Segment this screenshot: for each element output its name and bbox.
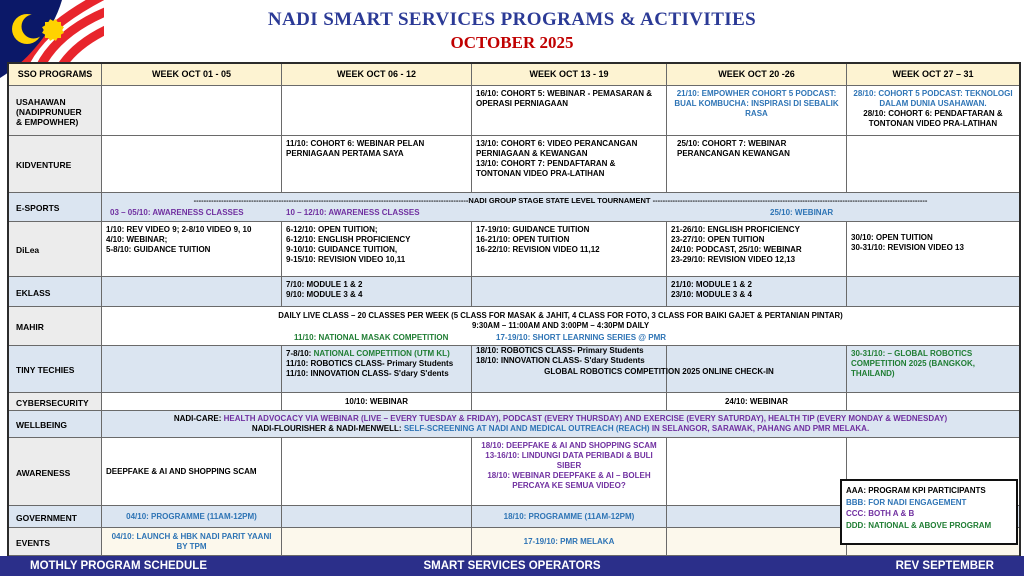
- table-row-esports: [9, 193, 1019, 222]
- schedule-entry: 23-29/10: REVISION VIDEO 12,13: [671, 255, 796, 264]
- schedule-entry: 24/10: WEBINAR: [724, 396, 789, 406]
- schedule-entry: 21/10: EMPOWHER COHORT 5 PODCAST: BUAL KOMBUCHA: INSPIRASI DI SEBALIK RASA: [674, 89, 839, 118]
- row-label-text: DiLea: [16, 245, 40, 256]
- table-row-eklass: [9, 277, 1019, 307]
- schedule-entry: 10/10: WEBINAR: [344, 396, 409, 406]
- row-label-eklass: [9, 277, 102, 307]
- schedule-entry: 10 – 12/10: AWARENESS CLASSES: [286, 208, 420, 217]
- legend-item-aaa: AAA: PROGRAM KPI PARTICIPANTS: [846, 486, 986, 495]
- cell-usahawan-week4: [667, 86, 847, 136]
- cell-tiny-week5: [847, 346, 1019, 393]
- cell-government-week4: [667, 506, 847, 528]
- cell-dilea-week2: [282, 222, 472, 277]
- schedule-entry: 13/10: COHORT 7: PENDAFTARAN & TONTONAN VIDEO PRA-LATIHAN: [476, 159, 616, 178]
- entry-text: SELF-SCREENING AT NADI AND MEDICAL OUTREACH (REACH): [403, 424, 650, 433]
- table-row-wellbeing: [9, 411, 1019, 438]
- cell-cyber-week3: [472, 393, 667, 411]
- cell-eklass-week5: [847, 277, 1019, 307]
- cell-awareness-week1: [102, 438, 282, 506]
- cell-eklass-week4: [667, 277, 847, 307]
- schedule-entry: 25/10: COHORT 7: WEBINAR PERANCANGAN KEWANGAN: [677, 139, 790, 158]
- cell-awareness-week4: [667, 438, 847, 506]
- page-subtitle-month: OCTOBER 2025: [450, 33, 574, 52]
- cell-dilea-week4: [667, 222, 847, 277]
- table-row-tiny-techies: [9, 346, 1019, 393]
- entry-date: 7-8/10:: [286, 349, 312, 358]
- schedule-entry: 17-19/10: SHORT LEARNING SERIES @ PMR: [496, 333, 667, 342]
- cell-kidventure-week2: [282, 136, 472, 193]
- schedule-entry: 9-15/10: REVISION VIDEO 10,11: [286, 255, 406, 264]
- row-label-wellbeing: [9, 411, 102, 438]
- cell-dilea-week1: [102, 222, 282, 277]
- schedule-entry: GLOBAL ROBOTICS COMPETITION 2025 ONLINE CHECK-IN: [544, 366, 774, 376]
- row-label-mahir: [9, 307, 102, 346]
- entry-text: IN SELANGOR, SARAWAK, PAHANG AND PMR MELAKA.: [651, 424, 870, 433]
- schedule-entry: 7/10: MODULE 1 & 2: [286, 280, 363, 289]
- schedule-entry: [106, 414, 1015, 424]
- cell-kidventure-week4: [667, 136, 847, 193]
- schedule-entry: 03 – 05/10: AWARENESS CLASSES: [110, 208, 244, 217]
- row-label-text: KIDVENTURE: [16, 160, 72, 171]
- entry-text: NATIONAL COMPETITION (UTM KL): [313, 349, 450, 358]
- legend-item-ccc: CCC: BOTH A & B: [846, 509, 915, 519]
- header-week3: WEEK OCT 13 - 19: [472, 64, 667, 86]
- row-label-events: [9, 528, 102, 556]
- row-label-esports: [9, 193, 102, 222]
- table-row-mahir: [9, 307, 1019, 346]
- row-label-text: EKLASS: [16, 287, 51, 298]
- cell-government-week2: [282, 506, 472, 528]
- cell-usahawan-week3: [472, 86, 667, 136]
- cell-dilea-week5: [847, 222, 1019, 277]
- schedule-entry: 9/10: MODULE 3 & 4: [286, 290, 363, 299]
- cell-tiny-week3-4: [472, 346, 847, 393]
- footer-operators-label: SMART SERVICES OPERATORS: [423, 560, 601, 572]
- row-label-cybersecurity: [9, 393, 102, 411]
- cell-kidventure-week5: [847, 136, 1019, 193]
- schedule-entry: 6-12/10: OPEN TUITION;: [286, 225, 378, 234]
- schedule-entry: 17-19/10: GUIDANCE TUITION: [476, 225, 590, 234]
- row-label-text: E-SPORTS: [16, 203, 60, 214]
- cell-tiny-week2: [282, 346, 472, 393]
- cell-events-week1: [102, 528, 282, 556]
- schedule-entry: 04/10: LAUNCH & HBK NADI PARIT YAANI BY TPM: [111, 531, 272, 551]
- table-row-dilea: [9, 222, 1019, 277]
- cell-tiny-week1: [102, 346, 282, 393]
- row-label-text: WELLBEING: [16, 420, 67, 431]
- schedule-entry: 11/10: INNOVATION CLASS- S'dary S'dents: [286, 369, 449, 378]
- cell-wellbeing-span: [102, 411, 1019, 438]
- cell-cyber-week1: [102, 393, 282, 411]
- cell-mahir-span: [102, 307, 1019, 346]
- table-row-cybersecurity: [9, 393, 1019, 411]
- title-block: [0, 0, 1024, 53]
- page-title: NADI SMART SERVICES PROGRAMS & ACTIVITIES: [267, 9, 757, 30]
- schedule-entry: 30/10: OPEN TUITION: [851, 233, 933, 242]
- row-label-text: USAHAWAN: [16, 96, 66, 107]
- schedule-entry: 18/10: ROBOTICS CLASS- Primary Students: [476, 346, 644, 355]
- table-row-kidventure: [9, 136, 1019, 193]
- table-header-row: [9, 64, 1019, 86]
- row-label-text: EVENTS: [16, 537, 51, 548]
- schedule-entry: [106, 424, 1015, 434]
- schedule-entry: 16-22/10: REVISION VIDEO 11,12: [476, 245, 600, 254]
- tournament-banner: --------------------------------------------------------------------------------------------------------------NADI GROUP STAGE STATE LEVEL TOURNAMENT --------------------------------------------------------------------------------------------------------------: [193, 196, 928, 205]
- schedule-entry: 6-12/10: ENGLISH PROFICIENCY: [286, 235, 411, 244]
- row-label-usahawan: [9, 86, 102, 136]
- row-label-kidventure: [9, 136, 102, 193]
- schedule-entry: 18/10: INNOVATION CLASS- S'dary Students: [476, 356, 645, 366]
- entry-text: HEALTH ADVOCACY VIA WEBINAR (LIVE – EVERY TUESDAY & FRIDAY), PODCAST (EVERY THURSDAY) AND EXERCISE (EVERY SATURDAY), HEALTH TIP (EVERY MONDAY & WEDNESDAY): [223, 414, 948, 423]
- cell-events-week4: [667, 528, 847, 556]
- cell-kidventure-week1: [102, 136, 282, 193]
- schedule-entry: 18/10: DEEPFAKE & AI AND SHOPPING SCAM: [481, 441, 657, 450]
- program-legend-box: [840, 479, 1018, 545]
- schedule-entry: 16/10: COHORT 5: WEBINAR - PEMASARAN & OPERASI PERNIAGAAN: [476, 89, 653, 108]
- schedule-entry: 18/10: WEBINAR DEEPFAKE & AI – BOLEH PERCAYA KE SEMUA VIDEO?: [487, 471, 651, 490]
- schedule-entry: 21-26/10: ENGLISH PROFICIENCY: [671, 225, 800, 234]
- schedule-entry: 18/10: PROGRAMME (11AM-12PM): [503, 511, 635, 521]
- cell-cyber-week4: [667, 393, 847, 411]
- schedule-entry: 17-19/10: PMR MELAKA: [523, 536, 615, 546]
- cell-awareness-week3: [472, 438, 667, 506]
- schedule-entry: 24/10: PODCAST, 25/10: WEBINAR: [671, 245, 802, 254]
- entry-label: NADI-FLOURISHER & NADI-MENWELL:: [251, 424, 402, 433]
- schedule-entry: 30-31/10: REVISION VIDEO 13: [851, 243, 964, 252]
- cell-cyber-week2: [282, 393, 472, 411]
- schedule-entry: 28/10: COHORT 5 PODCAST: TEKNOLOGI DALAM DUNIA USAHAWAN.: [853, 89, 1013, 108]
- schedule-entry: 13-16/10: LINDUNGI DATA PERIBADI & BULI SIBER: [485, 451, 653, 470]
- cell-events-week3: [472, 528, 667, 556]
- row-label-dilea: [9, 222, 102, 277]
- schedule-entry: [286, 349, 467, 359]
- header-sso-programs: SSO PROGRAMS: [9, 64, 102, 86]
- cell-dilea-week3: [472, 222, 667, 277]
- schedule-entry: 11/10: ROBOTICS CLASS- Primary Students: [286, 359, 454, 368]
- cell-kidventure-week3: [472, 136, 667, 193]
- schedule-entry: 4/10: WEBINAR;: [106, 235, 168, 244]
- cell-government-week1: [102, 506, 282, 528]
- cell-eklass-week1: [102, 277, 282, 307]
- schedule-entry: 9-10/10: GUIDANCE TUITION,: [286, 245, 398, 254]
- row-label-text: TINY TECHIES: [16, 365, 75, 376]
- schedule-entry: 1/10: REV VIDEO 9; 2-8/10 VIDEO 9, 10: [106, 225, 252, 234]
- cell-usahawan-week5: [847, 86, 1019, 136]
- schedule-entry: 21/10: MODULE 1 & 2: [671, 280, 752, 289]
- cell-eklass-week2: [282, 277, 472, 307]
- schedule-entry: DEEPFAKE & AI AND SHOPPING SCAM: [106, 466, 257, 476]
- legend-item-ddd: DDD: NATIONAL & ABOVE PROGRAM: [846, 520, 992, 530]
- row-label-tiny-techies: [9, 346, 102, 393]
- table-row-usahawan: [9, 86, 1019, 136]
- cell-awareness-week2: [282, 438, 472, 506]
- schedule-entry: 5-8/10: GUIDANCE TUITION: [106, 245, 211, 254]
- schedule-entry: 9:30AM – 11:00AM AND 3:00PM – 4:30PM DAILY: [471, 320, 650, 330]
- schedule-entry: 04/10: PROGRAMME (11AM-12PM): [126, 511, 257, 521]
- footer-schedule-label: MOTHLY PROGRAM SCHEDULE: [30, 560, 207, 572]
- schedule-entry: 25/10: WEBINAR: [770, 208, 834, 217]
- header-week5: WEEK OCT 27 – 31: [847, 64, 1019, 86]
- row-label-text: (NADIPRUNUER: [16, 106, 82, 117]
- cell-eklass-week3: [472, 277, 667, 307]
- schedule-entry: 23/10: MODULE 3 & 4: [671, 290, 752, 299]
- header-week2: WEEK OCT 06 - 12: [282, 64, 472, 86]
- schedule-entry: DAILY LIVE CLASS – 20 CLASSES PER WEEK (5 CLASS FOR MASAK & JAHIT, 4 CLASS FOR FOTO, 3 CLASS FOR BAIKI GAJET & PERTANIAN PINTAR): [278, 311, 843, 320]
- row-label-text: GOVERNMENT: [16, 512, 77, 523]
- cell-esports-span: [102, 193, 1019, 222]
- entry-label: NADI-CARE:: [173, 414, 222, 423]
- cell-events-week2: [282, 528, 472, 556]
- footer-bar: [0, 556, 1024, 576]
- footer-revision-label: REV SEPTEMBER: [895, 560, 994, 572]
- header-week1: WEEK OCT 01 - 05: [102, 64, 282, 86]
- schedule-entry: 11/10: NATIONAL MASAK COMPETITION: [294, 333, 449, 342]
- schedule-entry: 11/10: COHORT 6: WEBINAR PELAN PERNIAGAAN PERTAMA SAYA: [286, 139, 425, 158]
- row-label-text: & EMPOWHER): [16, 117, 79, 128]
- cell-cyber-week5: [847, 393, 1019, 411]
- cell-usahawan-week2: [282, 86, 472, 136]
- schedule-entry: 30-31/10: – GLOBAL ROBOTICS COMPETITION 2025 (BANGKOK, THAILAND): [851, 349, 976, 378]
- schedule-entry: 28/10: COHORT 6: PENDAFTARAN & TONTONAN VIDEO PRA-LATIHAN: [863, 109, 1003, 128]
- row-label-awareness: [9, 438, 102, 506]
- row-label-text: AWARENESS: [16, 467, 71, 478]
- schedule-entry: 13/10: COHORT 6: VIDEO PERANCANGAN PERNIAGAAN & KEWANGAN: [476, 139, 638, 158]
- cell-government-week3: [472, 506, 667, 528]
- row-label-government: [9, 506, 102, 528]
- schedule-entry: 23-27/10: OPEN TUITION: [671, 235, 765, 244]
- schedule-entry: 16-21/10: OPEN TUITION: [476, 235, 570, 244]
- legend-item-bbb: BBB: FOR NADI ENGAGEMENT: [846, 497, 967, 507]
- header-week4: WEEK OCT 20 -26: [667, 64, 847, 86]
- row-label-text: MAHIR: [16, 322, 44, 333]
- cell-usahawan-week1: [102, 86, 282, 136]
- row-label-text: CYBERSECURITY: [16, 397, 89, 408]
